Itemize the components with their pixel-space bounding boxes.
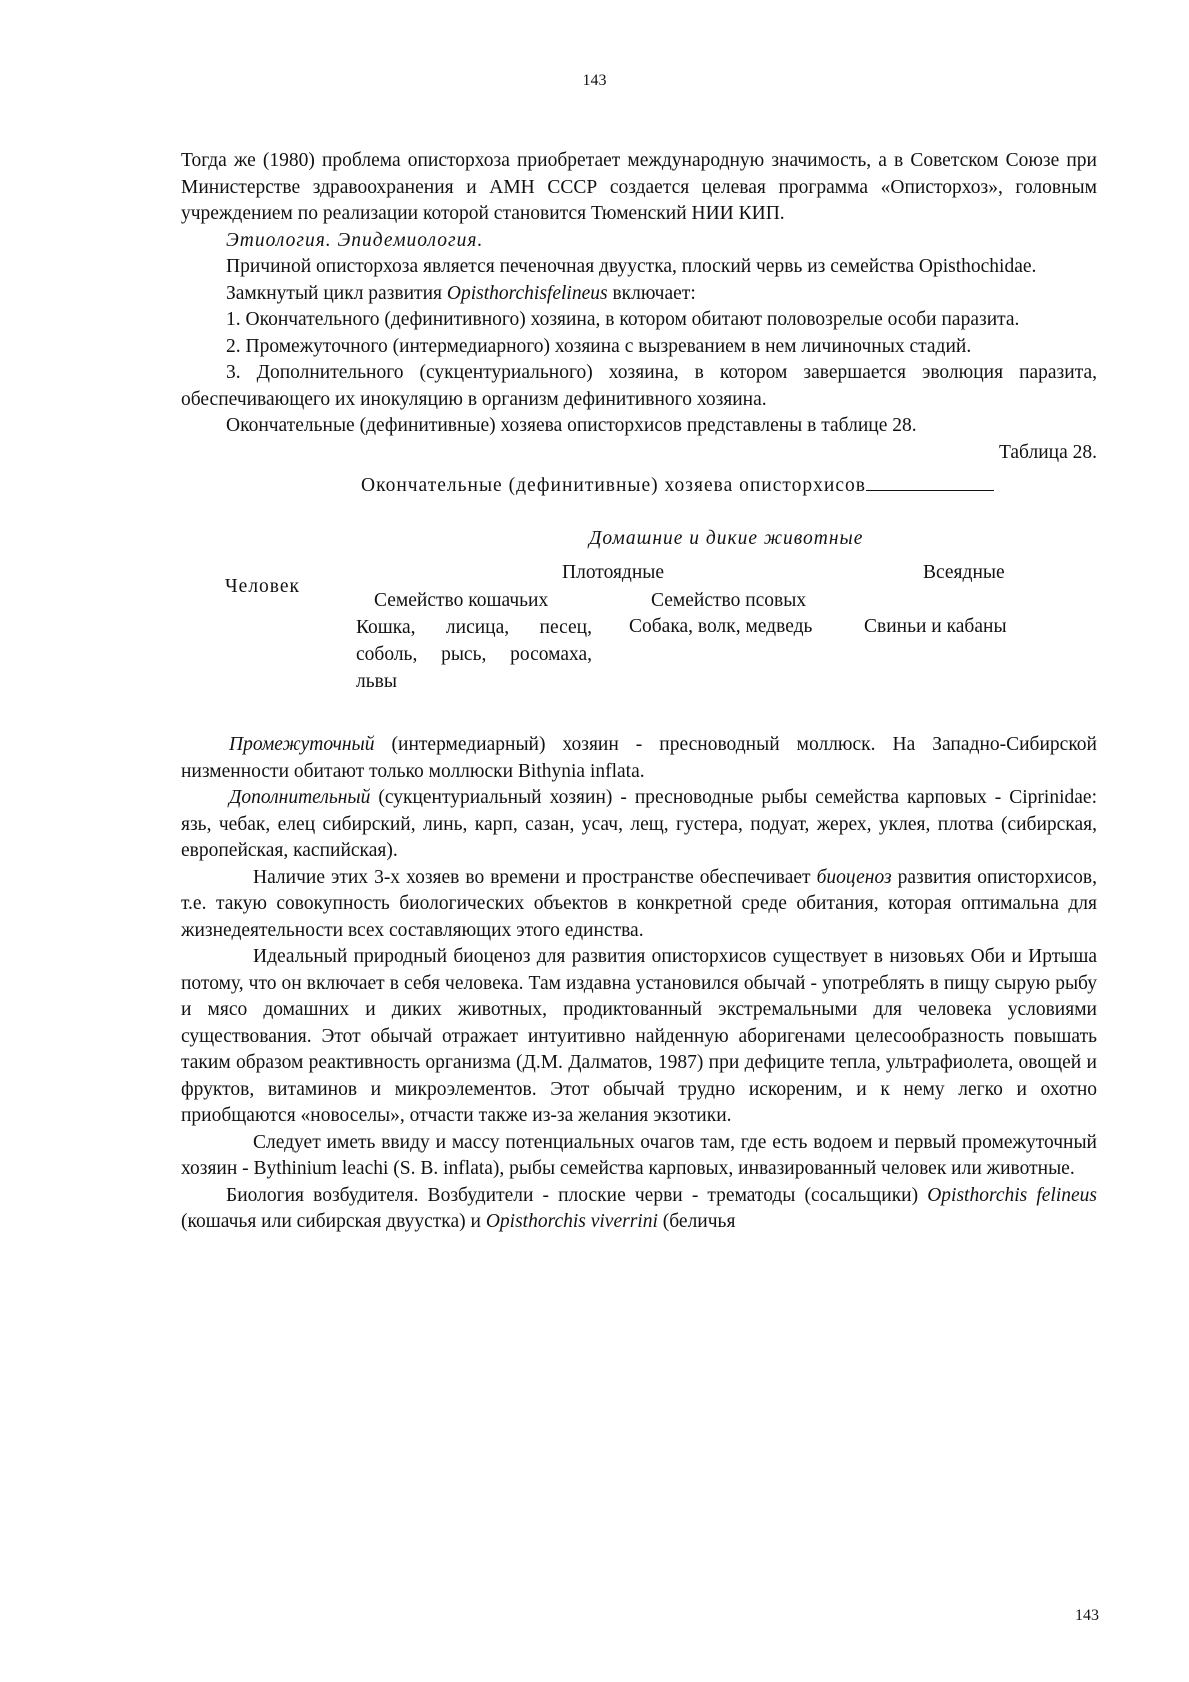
paragraph-intermediate-host [181, 732, 1097, 785]
paragraph-table-ref: Окончательные (дефинитивные) хозяева описторхисов представлены в таблице 28. [226, 415, 917, 436]
table-title [361, 472, 994, 500]
paragraph-ob-irtysh: Идеальный природный биоценоз для развития описторхисов существует в низовьях Оби и Иртыша потому, что он включает в себя человека. Там издавна установился обычай - употреблять в пищу сырую рыбу и мясо домашних и диких животных, продиктованный экстремальными для человека условиями существования. Этот обычай отражает интуитивно найденную аборигенами целесообразность повышать таким образом реактивность организма (Д.М. Далматов, 1987) при дефиците тепла, ультрафиолета, овощей и фруктов, витаминов и микроэлементов. Этот обычай трудно искореним, и к нему легко и охотно приобщаются «новоселы», отчасти также из-за желания экзотики. [181, 946, 1097, 1126]
cycle-text-after: включает: [607, 282, 696, 304]
list-item-intermediate: 2. Промежуточного (интермедиарного) хозяина с вызреванием в нем личиночных стадий. [226, 335, 972, 357]
table-label: Таблица 28. [998, 441, 1097, 463]
list-item-definitive: 1. Окончательного (дефинитивного) хозяина, в котором обитают половозрелые особи паразита. [226, 309, 1020, 330]
paragraph-biocenosis [181, 865, 1097, 945]
biocenosis-text-after: развития описторхисов, т.е. такую совокупность биологических объектов в конкретной среде обитания, которая оптимальна для жизнедеятельности всех составляющих этого единства. [181, 866, 1097, 941]
title-underline [866, 472, 994, 491]
table-title-text: Окончательные (дефинитивные) хозяева описторхисов [361, 475, 866, 496]
biology-text-after: (беличья [657, 1211, 736, 1232]
additional-text: (сукцентуриальный хозяин) - пресноводные рыбы семейства карповых - Ciprinidae: язь, чебак, елец сибирский, линь, карп, сазан, усач, лещ, густера, подуат, жерех, уклея, плотва (сибирская, европейская, каспийская). [181, 787, 1097, 861]
cell-canidae-list: Собака, волк, медведь [629, 616, 813, 637]
cell-felidae-list: Кошка, лисица, песец, соболь, рысь, росомаха, львы [356, 617, 592, 692]
paragraph-cycle [181, 281, 1097, 308]
biocenosis-text-before: Наличие этих 3-х хозяев во времени и пространстве обеспечивает [253, 866, 817, 888]
cycle-text-before: Замкнутый цикл развития [226, 282, 447, 304]
section-heading-etiology: Этиология. Эпидемиология. [226, 229, 484, 251]
page-number-top: 143 [582, 72, 607, 89]
page-number-bottom: 143 [1075, 1607, 1099, 1624]
header-omnivores: Всеядные [923, 562, 1005, 583]
biology-text-mid: (кошачья или сибирская двуустка) и [181, 1211, 486, 1232]
cell-omnivores-list: Свиньи и кабаны [864, 616, 1007, 637]
hosts-table [181, 472, 1097, 732]
paragraph-additional-host [181, 785, 1097, 865]
header-canidae: Семейство псовых [651, 590, 807, 611]
species-name: Opisthorchisfelineus [446, 282, 608, 304]
paragraph-history: Тогда же (1980) проблема описторхоза приобретает международную значимость, а в Советском Союзе при Министерстве здравоохранения и АМН СССР создается целевая программа «Описторхоз», головным учреждением по реализации которой становится Тюменский НИИ КИП. [181, 150, 1097, 224]
paragraph-foci: Следует иметь ввиду и массу потенциальных очагов там, где есть водоем и первый промежуточный хозяин - Bythinium leachi (S. B. inflata), рыбы семейства карповых, инвазированный человек или животные. [181, 1131, 1097, 1179]
header-carnivores: Плотоядные [562, 562, 665, 583]
header-domestic-wild: Домашние и дикие животные [589, 528, 864, 549]
header-felidae: Семейство кошачьих [374, 590, 549, 611]
term-intermediate: Промежуточный [229, 734, 375, 755]
document-body [181, 148, 1097, 1236]
biology-text-before: Биология возбудителя. Возбудители - плоские черви - трематоды (сосальщики) [226, 1184, 928, 1206]
header-human: Человек [225, 576, 301, 597]
paragraph-cause: Причиной описторхоза является печеночная двуустка, плоский червь из семейства Opisthochidae. [226, 256, 1037, 277]
term-additional: Дополнительный [229, 787, 371, 808]
species-felineus: Opisthorchis felineus [927, 1184, 1098, 1206]
list-item-additional: 3. Дополнительного (сукцентуриального) хозяина, в котором завершается эволюция паразита, обеспечивающего их инокуляцию в организм дефинитивного хозяина. [181, 362, 1097, 410]
intermediate-text: (интермедиарный) хозяин - пресноводный моллюск. На Западно-Сибирской низменности обитают только моллюски Bithynia inflata. [181, 734, 1097, 782]
species-viverrini: Opisthorchis viverrini [485, 1211, 658, 1232]
paragraph-biology [181, 1183, 1097, 1236]
term-biocenosis: биоценоз [816, 866, 892, 888]
